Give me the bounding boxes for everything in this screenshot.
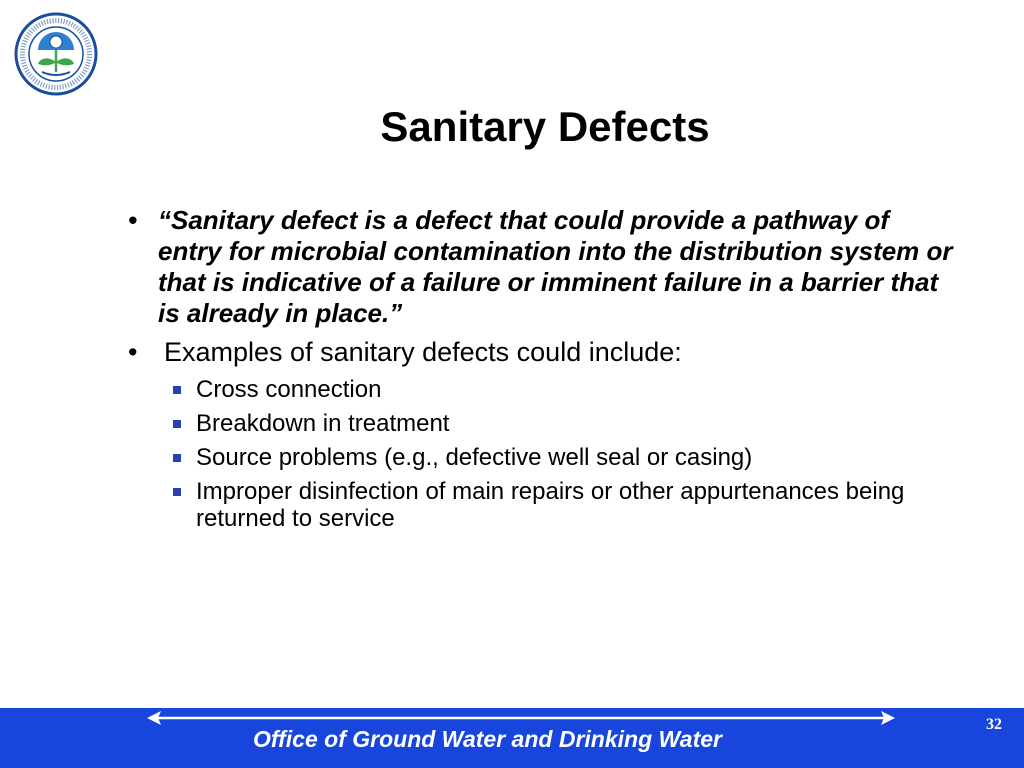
bullet-dot: •	[128, 205, 138, 235]
square-bullet-icon	[173, 386, 181, 394]
bullet-examples	[120, 337, 980, 368]
page-number: 32	[986, 716, 1002, 733]
bullet-definition	[120, 205, 958, 329]
footer-office-name: Office of Ground Water and Drinking Water	[253, 726, 722, 752]
bullet-definition-text: “Sanitary defect is a defect that could provide a pathway of entry for microbial contamination into the distribution system or that is indicative of a failure or imminent failure in a barrier that is already in place.”	[158, 205, 953, 328]
sub-bullet-item	[120, 410, 966, 437]
sub-bullet-text: Cross connection	[196, 376, 382, 403]
sub-bullet-item	[120, 478, 966, 532]
slide-body	[120, 205, 980, 539]
square-bullet-icon	[173, 488, 181, 496]
sub-bullet-item	[120, 376, 966, 403]
bullet-dot: •	[128, 337, 138, 367]
square-bullet-icon	[173, 454, 181, 462]
sub-bullet-text: Improper disinfection of main repairs or other appurtenances being returned to service	[196, 478, 905, 532]
sub-bullet-item	[120, 444, 966, 471]
square-bullet-icon	[173, 420, 181, 428]
sub-bullet-text: Breakdown in treatment	[196, 410, 450, 437]
bullet-examples-text: Examples of sanitary defects could include:	[164, 337, 682, 367]
sub-bullet-text: Source problems (e.g., defective well seal or casing)	[196, 444, 753, 471]
epa-seal-logo	[14, 12, 98, 96]
slide-title: Sanitary Defects	[380, 103, 710, 150]
